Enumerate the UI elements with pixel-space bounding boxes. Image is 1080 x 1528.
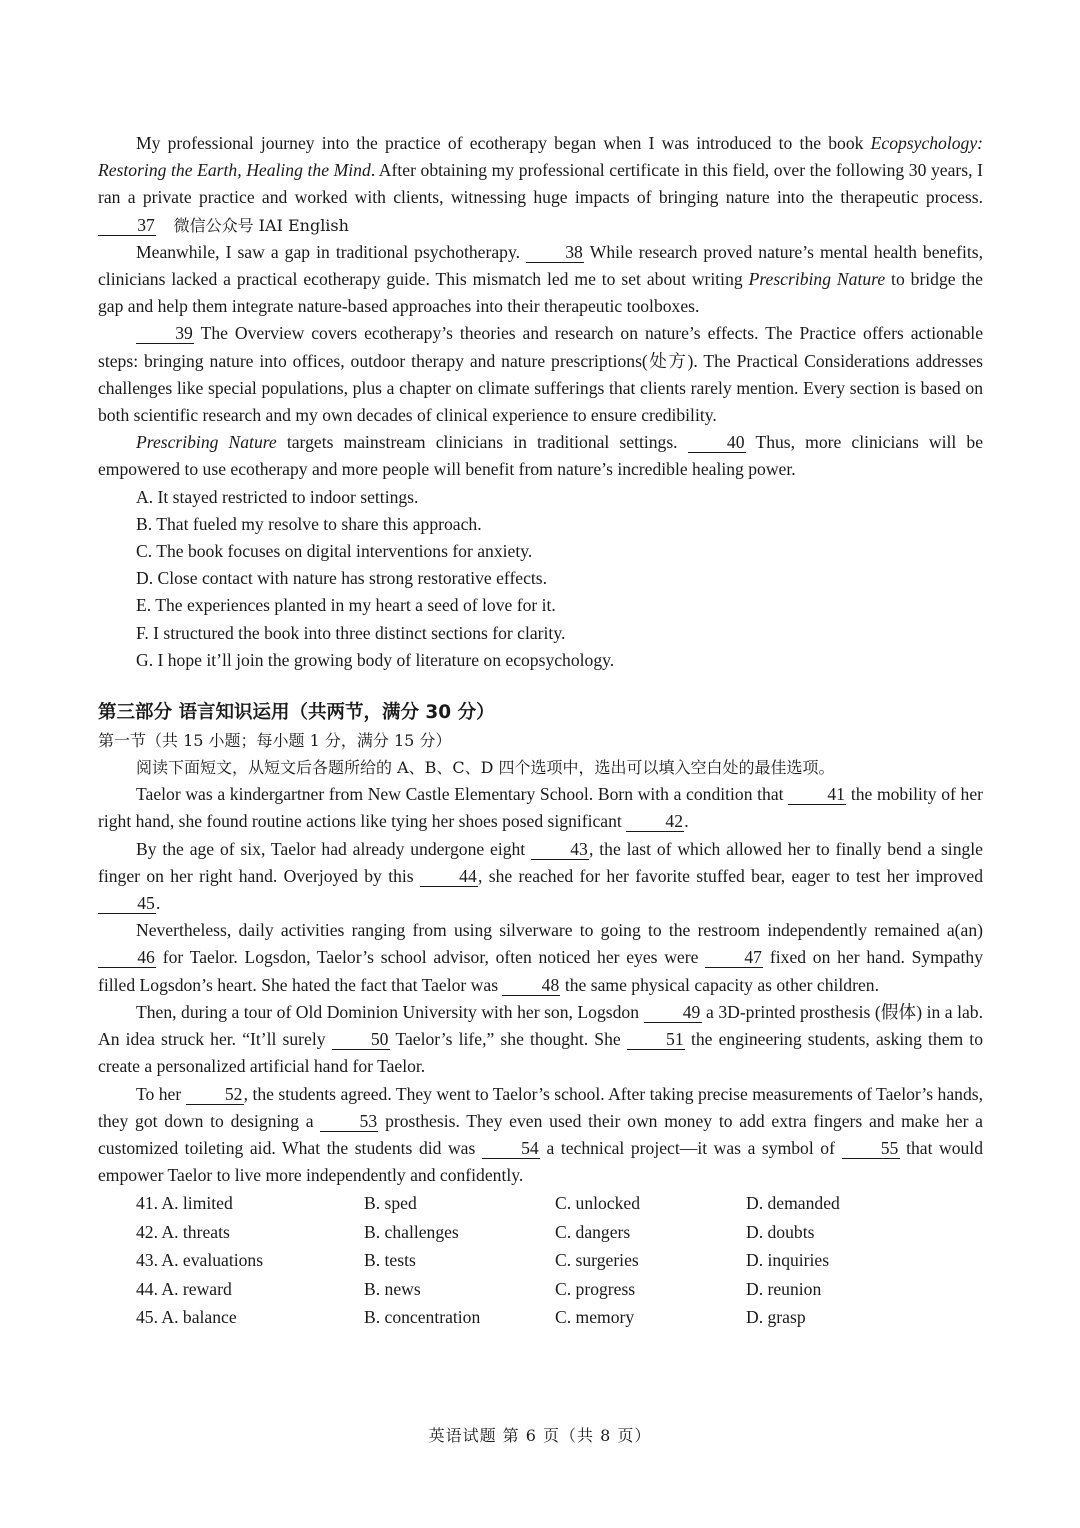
- choice-41-c: C. unlocked: [555, 1193, 641, 1214]
- text: .: [156, 893, 161, 914]
- choice-41-a: 41. A. limited: [136, 1193, 233, 1214]
- option-f: F. I structured the book into three distinct sections for clarity.: [136, 622, 566, 643]
- choice-45-c: C. memory: [555, 1306, 635, 1327]
- blank-52: 52: [186, 1085, 244, 1105]
- text: My professional journey into the practice of ecotherapy began when I was introduced to the book: [136, 133, 871, 153]
- option-e: E. The experiences planted in my heart a seed of love for it.: [136, 595, 556, 616]
- text: By the age of six, Taelor had already undergone eight: [136, 838, 532, 859]
- text: Meanwhile, I saw a gap in traditional psychotherapy.: [136, 241, 527, 262]
- choice-45-d: D. grasp: [746, 1306, 806, 1327]
- choice-43-b: B. tests: [364, 1250, 416, 1271]
- blank-53: 53: [320, 1112, 378, 1132]
- passage-b-paragraph-5: [98, 1081, 983, 1190]
- passage-b-paragraph-3: [98, 917, 983, 999]
- text: .: [684, 811, 689, 832]
- blank-43: 43: [531, 840, 589, 860]
- choice-41-d: D. demanded: [746, 1193, 840, 1214]
- choice-42-d: D. doubts: [746, 1221, 815, 1242]
- blank-39: 39: [136, 324, 194, 344]
- passage-a-paragraph-3: [98, 320, 983, 429]
- blank-49: 49: [644, 1003, 702, 1023]
- choice-44-b: B. news: [364, 1278, 421, 1299]
- text: Then, during a tour of Old Dominion University with her son, Logsdon: [136, 1001, 644, 1022]
- text: While research proved nature’s mental health benefits, clinicians lacked a practical ecotherapy guide. This mismatch led me to set about writing: [98, 241, 984, 290]
- text: , the last of which allowed her to finally bend a single finger on her right hand. Overjoyed by this: [98, 838, 983, 886]
- text: To her: [136, 1083, 186, 1104]
- part3-instruction: 阅读下面短文，从短文后各题所给的 A、B、C、D 四个选项中，选出可以填入空白处的最佳选项。: [136, 758, 835, 778]
- book-title: Prescribing Nature: [136, 432, 277, 453]
- text: for Taelor. Logsdon, Taelor’s school advisor, often noticed her eyes were: [156, 947, 706, 968]
- blank-40: 40: [688, 433, 746, 453]
- option-c: C. The book focuses on digital interventions for anxiety.: [136, 541, 533, 562]
- choice-row-45: [136, 1303, 983, 1331]
- blank-42: 42: [626, 812, 684, 832]
- text: prosthesis. They even used their own money to add extra fingers and make her a customized toileting aid. What the students did was: [98, 1110, 983, 1158]
- blank-50: 50: [332, 1030, 390, 1050]
- watermark-text: 微信公众号 IAI English: [173, 215, 349, 235]
- choice-row-42: [136, 1218, 983, 1246]
- text: Taelor was a kindergartner from New Castle Elementary School. Born with a condition that: [136, 784, 789, 805]
- choice-43-a: 43. A. evaluations: [136, 1250, 264, 1271]
- option-g: G. I hope it’ll join the growing body of literature on ecopsychology.: [136, 649, 615, 670]
- text: a technical project—it was a symbol of: [539, 1137, 842, 1158]
- choice-45-b: B. concentration: [364, 1306, 481, 1327]
- text: to bridge the gap and help them integrate nature-based approaches into their therapeutic toolboxes.: [98, 269, 983, 317]
- text: . After obtaining my professional certificate in this field, over the following 30 years, I ran a private practice and worked with clients, witnessing huge impacts of bringing nature into the therapeutic process.: [98, 160, 983, 208]
- part3-subtitle: 第一节（共 15 小题；每小题 1 分，满分 15 分）: [98, 731, 452, 751]
- choice-42-c: C. dangers: [555, 1221, 631, 1242]
- part3-title: 第三部分 语言知识运用（共两节，满分 30 分）: [98, 702, 495, 724]
- text: Taelor’s life,” she thought. She: [389, 1029, 627, 1050]
- choice-row-41: [136, 1189, 983, 1217]
- text: Thus, more clinicians will be empowered to use ecotherapy and more people will benefit from nature’s incredible healing power.: [98, 432, 984, 480]
- text: the engineering students, asking them to create a personalized artificial hand for Taelor.: [98, 1029, 983, 1077]
- option-a: A. It stayed restricted to indoor settings.: [136, 486, 419, 507]
- passage-b-paragraph-1: [98, 781, 983, 835]
- text: , the students agreed. They went to Taelor’s school. After taking precise measurements of Taelor’s hands, they got down to designing a: [98, 1083, 983, 1131]
- blank-46: 46: [98, 948, 156, 968]
- passage-a-paragraph-2: [98, 239, 983, 321]
- page-footer: 英语试题 第 6 页（共 8 页）: [428, 1426, 652, 1445]
- choice-42-a: 42. A. threats: [136, 1221, 230, 1242]
- choice-43-d: D. inquiries: [746, 1250, 830, 1271]
- text: the mobility of her right hand, she found routine actions like tying her shoes posed significant: [98, 784, 983, 832]
- exam-page: [98, 130, 983, 1331]
- text: targets mainstream clinicians in traditional settings.: [276, 432, 688, 453]
- choice-42-b: B. challenges: [364, 1221, 459, 1242]
- book-title: Prescribing Nature: [748, 269, 886, 290]
- option-d: D. Close contact with nature has strong restorative effects.: [136, 568, 548, 589]
- text: The Overview covers ecotherapy’s theories and research on nature’s effects. The Practice offers actionable steps: bringing nature into offices, outdoor therapy and nature prescriptions(处方). The Practical Considerations addresses challenges like special populations, plus a chapter on climate sufferings that clients rarely mention. Every section is based on both scientific research and my own decades of clinical experience to ensure credibility.: [98, 323, 983, 426]
- choice-44-c: C. progress: [555, 1278, 636, 1299]
- passage-a-paragraph-4: [98, 429, 983, 483]
- blank-54: 54: [482, 1139, 540, 1159]
- option-b: B. That fueled my resolve to share this approach.: [136, 513, 482, 534]
- choice-45-a: 45. A. balance: [136, 1306, 237, 1327]
- choice-41-b: B. sped: [364, 1193, 417, 1214]
- choice-43-c: C. surgeries: [555, 1250, 639, 1271]
- text: a 3D-printed prosthesis (假体) in a lab. An idea struck her. “It’ll surely: [98, 1001, 983, 1050]
- choice-row-44: [136, 1275, 983, 1303]
- choice-row-43: [136, 1246, 983, 1274]
- text: the same physical capacity as other children.: [560, 974, 879, 995]
- text: fixed on her hand. Sympathy filled Logsdon’s heart. She hated the fact that Taelor was: [98, 947, 984, 995]
- passage-b-paragraph-4: [98, 999, 983, 1081]
- blank-38: 38: [526, 243, 584, 263]
- blank-47: 47: [705, 948, 763, 968]
- book-title: Ecopsychology: Restoring the Earth, Healing the Mind: [98, 133, 983, 181]
- blank-41: 41: [788, 785, 846, 805]
- choice-44-d: D. reunion: [746, 1278, 822, 1299]
- passage-b-paragraph-2: [98, 836, 983, 918]
- text: that would empower Taelor to live more independently and confidently.: [98, 1137, 983, 1186]
- blank-55: 55: [842, 1139, 900, 1159]
- text: , she reached for her favorite stuffed bear, eager to test her improved: [477, 865, 983, 886]
- choice-44-a: 44. A. reward: [136, 1278, 232, 1299]
- passage-a-paragraph-1: [98, 130, 983, 239]
- blank-48: 48: [502, 976, 560, 996]
- blank-44: 44: [420, 867, 478, 887]
- blank-51: 51: [627, 1030, 685, 1050]
- blank-37: 37: [98, 216, 156, 236]
- text: Nevertheless, daily activities ranging from using silverware to going to the restroom independently remained a(an): [136, 920, 983, 941]
- blank-45: 45: [98, 894, 156, 914]
